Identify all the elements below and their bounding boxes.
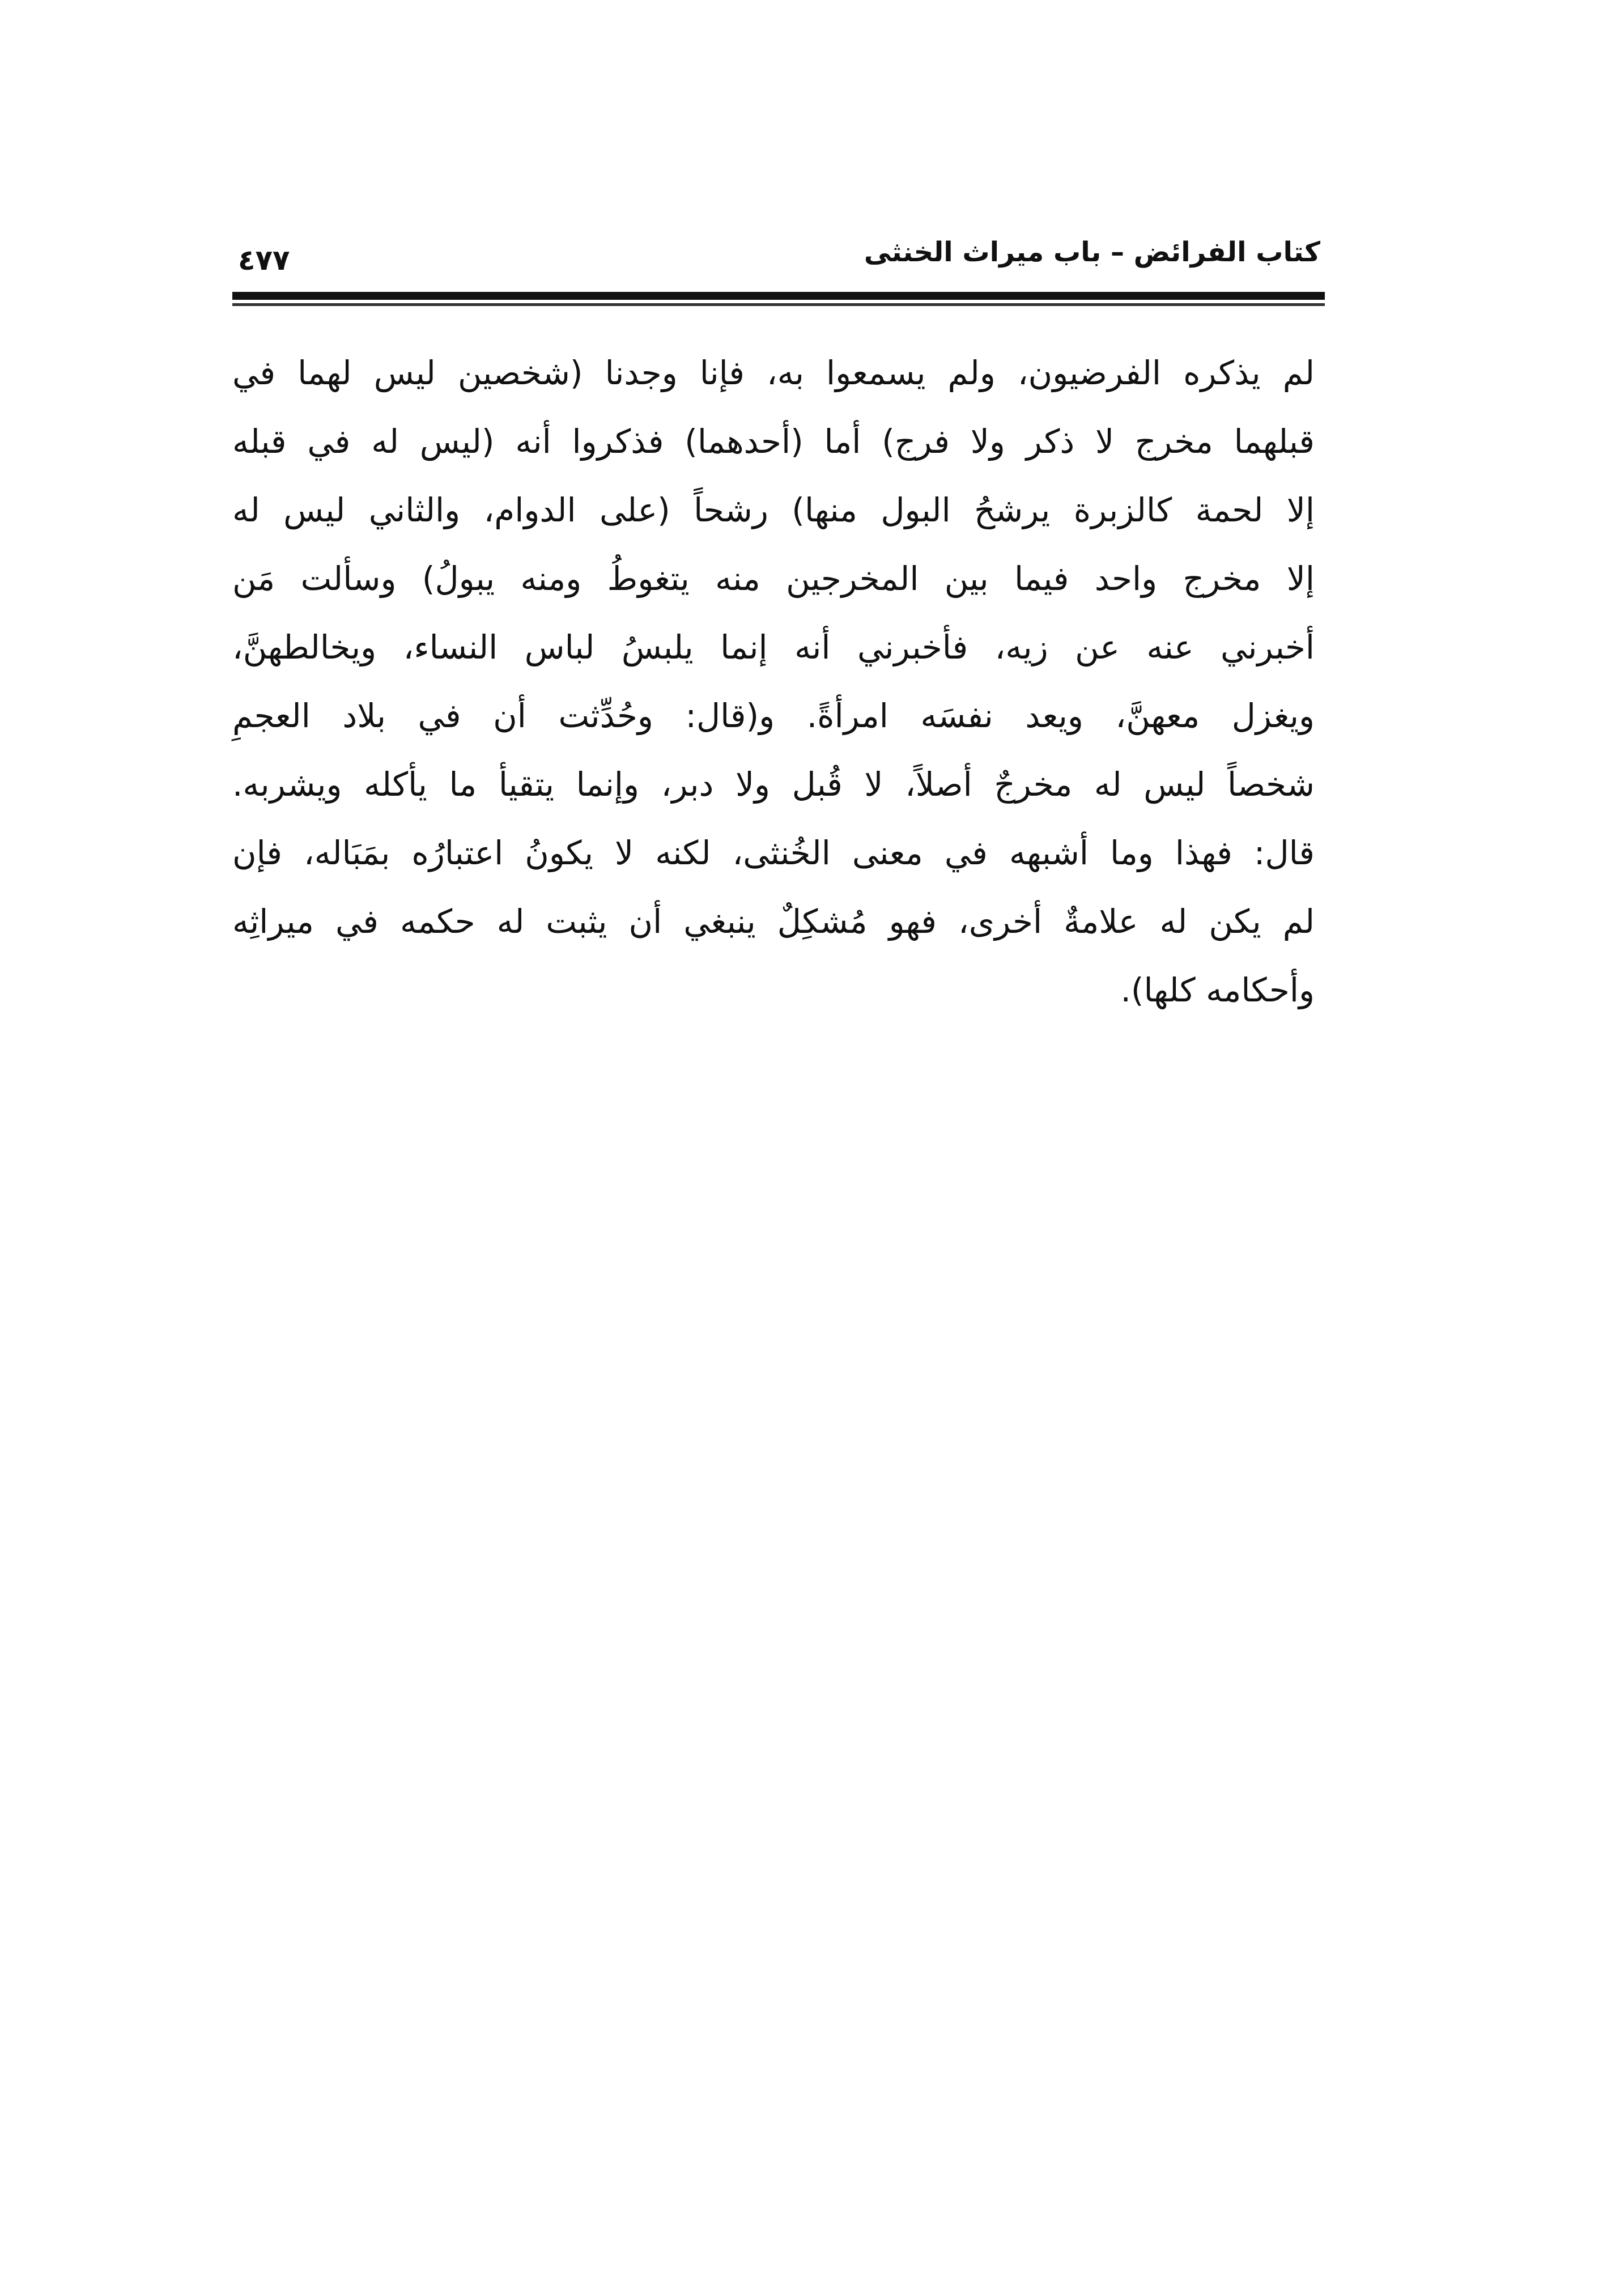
page-number: ٤٧٧ xyxy=(238,244,290,277)
text-line: قال: فهذا وما أشبهه في معنى الخُنثى، لكنه لا يكونُ اعتبارُه بمَبَاله، فإن xyxy=(232,834,1315,872)
text-line: ويغزل معهنَّ، ويعد نفسَه امرأةً. و(قال: وحُدِّثت أن في بلاد العجمِ xyxy=(232,697,1315,735)
text-line: لم يكن له علامةٌ أخرى، فهو مُشكِلٌ ينبغي أن يثبت له حكمه في ميراثِه xyxy=(232,902,1315,941)
header-rule-thick xyxy=(232,292,1325,300)
text-line: لم يذكره الفرضيون، ولم يسمعوا به، فإنا وجدنا (شخصين ليس لهما في xyxy=(232,354,1315,392)
header-rule-thin xyxy=(232,303,1325,306)
body-text xyxy=(232,339,1315,1025)
text-line: قبلهما مخرج لا ذكر ولا فرج) أما (أحدهما) فذكروا أنه (ليس له في قبله xyxy=(232,422,1315,461)
text-line: وأحكامه كلها). xyxy=(1120,971,1315,1009)
text-line: إلا مخرج واحد فيما بين المخرجين منه يتغوطُ ومنه يبولُ) وسألت مَن xyxy=(232,559,1315,598)
text-line: شخصاً ليس له مخرجٌ أصلاً، لا قُبل ولا دبر، وإنما يتقيأ ما يأكله ويشربه. xyxy=(232,765,1315,804)
running-title: كتاب الفرائض – باب ميراث الخنثى xyxy=(864,236,1320,268)
text-line: أخبرني عنه عن زيه، فأخبرني أنه إنما يلبسُ لباس النساء، ويخالطهنَّ، xyxy=(232,628,1315,666)
page-header xyxy=(238,230,1320,281)
text-line: إلا لحمة كالزبرة يرشحُ البول منها) رشحاً (على الدوام، والثاني ليس له xyxy=(232,491,1315,529)
